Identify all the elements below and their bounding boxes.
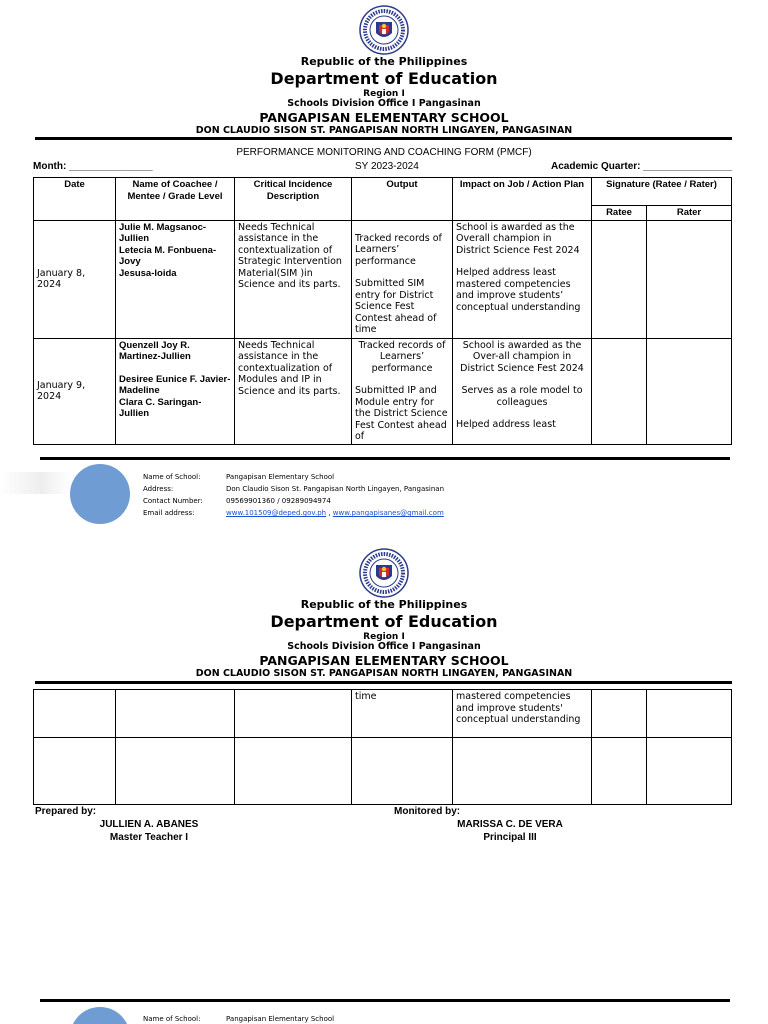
cont-coachee: [116, 690, 235, 738]
table-row: [34, 338, 732, 444]
output-text: Tracked records of Learners’ performance: [358, 339, 446, 374]
department-title: Department of Education: [270, 68, 498, 88]
footer-address-label: Address:: [143, 485, 174, 493]
coachee-name: Clara C. Saringan-Jullien: [119, 396, 202, 419]
empty-cell: [647, 738, 732, 805]
row2-ratee-signature: [592, 338, 647, 444]
empty-cell: [352, 738, 453, 805]
division-office-label: Schools Division Office I Pangasinan: [287, 98, 481, 110]
division-office-label: Schools Division Office I Pangasinan: [287, 641, 481, 653]
header-ratee: Ratee: [592, 206, 647, 221]
row1-date: January 8, 2024: [34, 220, 116, 338]
school-email-link[interactable]: www.pangapisanes@gmail.com: [332, 509, 444, 517]
month-field: Month: _______________: [33, 161, 153, 172]
school-year: SY 2023-2024: [355, 161, 419, 172]
monitored-by-title: Principal III: [483, 832, 537, 843]
output-text: Submitted IP and Module entry for the District Science Fest Contest ahead of: [355, 385, 448, 442]
coachee-name: Desiree Eunice F. Javier-Madeline: [119, 373, 231, 396]
footer-contact-info: [143, 1013, 334, 1024]
letterhead: [0, 599, 768, 680]
coachee-name: Julie M. Magsanoc-Jullien: [119, 221, 207, 244]
header-output: Output: [352, 178, 453, 221]
republic-title: Republic of the Philippines: [300, 598, 468, 611]
cont-output: time: [352, 690, 453, 738]
header-date: Date: [34, 178, 116, 221]
region-label: Region I: [363, 89, 405, 100]
impact-text: Helped address least mastered competencies and improve students’ conceptual understanding: [456, 267, 581, 313]
cont-critical: [235, 690, 352, 738]
header-critical-incidence: Critical Incidence Description: [235, 178, 352, 221]
empty-cell: [235, 738, 352, 805]
republic-title: Republic of the Philippines: [300, 55, 468, 68]
impact-text: School is awarded as the Over-all champion in District Science Fest 2024: [460, 339, 584, 374]
row2-coachees: [116, 338, 235, 444]
row2-date: January 9, 2024: [34, 338, 116, 444]
row1-output: [352, 220, 453, 338]
empty-cell: [592, 738, 647, 805]
pmcf-table: [33, 177, 732, 445]
impact-text: Helped address least: [456, 419, 556, 430]
coachee-name: Letecia M. Fonbuena-Jovy: [119, 244, 217, 267]
row1-critical-incidence: Needs Technical assistance in the contextualization of Strategic Intervention Material(SIM )in Science and its parts.: [235, 220, 352, 338]
prepared-by-name: JULLIEN A. ABANES: [99, 819, 199, 830]
row2-impact: [453, 338, 592, 444]
region-label: Region I: [363, 632, 405, 643]
email-separator: ,: [326, 509, 333, 517]
prepared-by-block: [35, 818, 263, 844]
row1-coachees: [116, 220, 235, 338]
monitored-by-block: [400, 818, 620, 844]
footer-logo-circle: [70, 464, 130, 524]
row2-output: [352, 338, 453, 444]
table-row: [34, 690, 732, 738]
empty-cell: [453, 738, 592, 805]
coachee-name: Jesusa-loida: [119, 267, 177, 279]
footer-address-value: Don Claudio Sison St. Pangapisan North Lingayen, Pangasinan: [226, 485, 445, 493]
pmcf-table-continued: [33, 689, 732, 805]
prepared-by-title: Master Teacher I: [109, 832, 189, 843]
footer-contact-value: 09569901360 / 09289094974: [226, 497, 331, 505]
academic-quarter-field: Academic Quarter: ________________: [551, 161, 733, 172]
footer-school-label: Name of School:: [143, 473, 201, 481]
form-title: PERFORMANCE MONITORING AND COACHING FORM (PMCF): [236, 147, 532, 158]
footer-contact-info: [143, 471, 444, 519]
row1-ratee-signature: [592, 220, 647, 338]
empty-cell: [116, 738, 235, 805]
school-name: PANGAPISAN ELEMENTARY SCHOOL: [259, 653, 509, 669]
impact-text: Serves as a role model to colleagues: [461, 385, 583, 408]
header-rater: Rater: [647, 206, 732, 221]
table-header-row: [34, 178, 732, 206]
monitored-by-name: MARISSA C. DE VERA: [457, 819, 563, 830]
row2-rater-signature: [647, 338, 732, 444]
school-address: DON CLAUDIO SISON ST. PANGAPISAN NORTH LINGAYEN, PANGASINAN: [195, 124, 573, 136]
output-text: Tracked records of Learners’ performance: [355, 232, 442, 267]
monitored-by-label: Monitored by:: [394, 806, 461, 817]
cont-impact: mastered competencies and improve students' conceptual understanding: [453, 690, 592, 738]
prepared-by-label: Prepared by:: [35, 806, 97, 817]
footer-shadow: [0, 472, 70, 494]
footer-school-value: Pangapisan Elementary School: [226, 1015, 335, 1023]
coachee-name: Quenzell Joy R. Martinez-Jullien: [119, 339, 191, 362]
row2-critical-incidence: Needs Technical assistance in the contextualization of Modules and IP in Science and its parts.: [235, 338, 352, 444]
header-coachee: Name of Coachee / Mentee / Grade Level: [116, 178, 235, 221]
cont-rater-signature: [647, 690, 732, 738]
footer-divider: [40, 999, 730, 1002]
row1-impact: [453, 220, 592, 338]
row1-rater-signature: [647, 220, 732, 338]
table-row: [34, 220, 732, 338]
header-divider: [35, 137, 732, 140]
school-address: DON CLAUDIO SISON ST. PANGAPISAN NORTH LINGAYEN, PANGASINAN: [195, 667, 573, 679]
header-signature: Signature (Ratee / Rater): [592, 178, 732, 206]
footer-email-label: Email address:: [143, 509, 195, 517]
school-name: PANGAPISAN ELEMENTARY SCHOOL: [259, 110, 509, 126]
header-divider: [35, 681, 732, 684]
deped-email-link[interactable]: www.101509@deped.gov.ph: [226, 509, 327, 517]
footer-school-value: Pangapisan Elementary School: [226, 473, 335, 481]
footer-contact-label: Contact Number:: [143, 497, 203, 505]
department-title: Department of Education: [270, 611, 498, 631]
footer-logo-circle: [70, 1007, 130, 1024]
deped-seal-logo: [359, 5, 409, 55]
letterhead: [0, 56, 768, 137]
footer-school-label: Name of School:: [143, 1015, 201, 1023]
cont-date: [34, 690, 116, 738]
empty-cell: [34, 738, 116, 805]
footer-divider: [40, 457, 730, 460]
impact-text: School is awarded as the Overall champion in District Science Fest 2024: [456, 221, 580, 256]
output-text: Submitted SIM entry for District Science Fest Contest ahead of time: [355, 278, 437, 335]
header-impact: Impact on Job / Action Plan: [453, 178, 592, 221]
deped-seal-logo: [359, 548, 409, 598]
table-row: [34, 738, 732, 805]
cont-ratee-signature: [592, 690, 647, 738]
